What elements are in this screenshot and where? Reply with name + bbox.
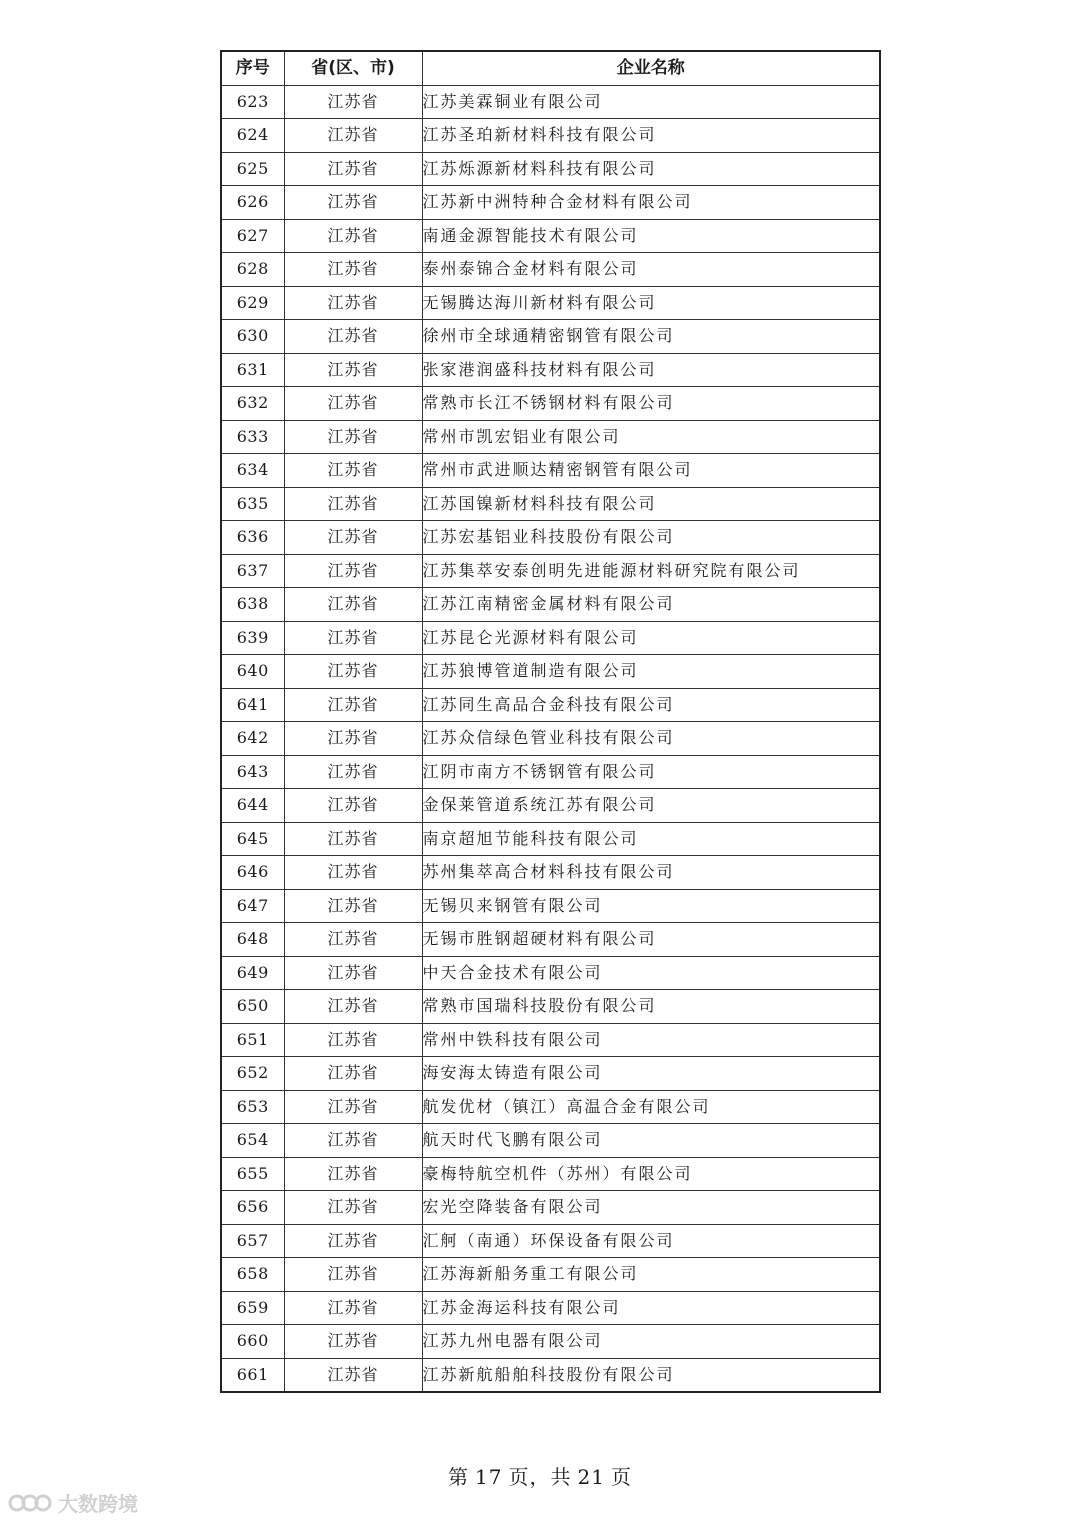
table-row	[221, 856, 880, 890]
table-row	[221, 1057, 880, 1091]
header-serial: 序号	[221, 51, 284, 85]
footer-prefix: 第	[448, 1465, 470, 1489]
row-serial: 652	[221, 1057, 284, 1091]
row-serial: 633	[221, 420, 284, 454]
row-serial: 657	[221, 1224, 284, 1258]
row-serial: 629	[221, 286, 284, 320]
row-company-name: 江苏狼博管道制造有限公司	[422, 655, 880, 689]
row-company-name: 江苏国镍新材料科技有限公司	[422, 487, 880, 521]
row-province: 江苏省	[284, 1291, 422, 1325]
row-company-name: 常州中铁科技有限公司	[422, 1023, 880, 1057]
watermark-logo-icon	[8, 1490, 52, 1516]
table-row	[221, 621, 880, 655]
row-company-name: 中天合金技术有限公司	[422, 956, 880, 990]
row-serial: 655	[221, 1157, 284, 1191]
row-company-name: 江苏金海运科技有限公司	[422, 1291, 880, 1325]
row-company-name: 江苏海新船务重工有限公司	[422, 1258, 880, 1292]
table-row	[221, 1090, 880, 1124]
header-company-name: 企业名称	[422, 51, 880, 85]
table-row	[221, 722, 880, 756]
row-serial: 641	[221, 688, 284, 722]
row-company-name: 常州市凯宏铝业有限公司	[422, 420, 880, 454]
row-company-name: 常熟市国瑞科技股份有限公司	[422, 990, 880, 1024]
row-serial: 632	[221, 387, 284, 421]
table-row	[221, 990, 880, 1024]
row-province: 江苏省	[284, 1191, 422, 1225]
row-company-name: 江苏众信绿色管业科技有限公司	[422, 722, 880, 756]
row-serial: 638	[221, 588, 284, 622]
row-province: 江苏省	[284, 320, 422, 354]
header-province: 省(区、市)	[284, 51, 422, 85]
row-company-name: 航天时代飞鹏有限公司	[422, 1124, 880, 1158]
table-row	[221, 956, 880, 990]
row-province: 江苏省	[284, 353, 422, 387]
row-province: 江苏省	[284, 454, 422, 488]
watermark	[8, 1488, 138, 1517]
row-province: 江苏省	[284, 286, 422, 320]
table-row	[221, 655, 880, 689]
row-province: 江苏省	[284, 688, 422, 722]
row-serial: 631	[221, 353, 284, 387]
row-province: 江苏省	[284, 1057, 422, 1091]
row-company-name: 苏州集萃高合材料科技有限公司	[422, 856, 880, 890]
row-company-name: 江苏新中洲特种合金材料有限公司	[422, 186, 880, 220]
table-row	[221, 755, 880, 789]
row-company-name: 江苏新航船舶科技股份有限公司	[422, 1358, 880, 1392]
row-province: 江苏省	[284, 789, 422, 823]
row-province: 江苏省	[284, 1124, 422, 1158]
row-province: 江苏省	[284, 420, 422, 454]
row-province: 江苏省	[284, 1157, 422, 1191]
table-row	[221, 1157, 880, 1191]
row-serial: 650	[221, 990, 284, 1024]
row-serial: 644	[221, 789, 284, 823]
row-province: 江苏省	[284, 1325, 422, 1359]
table-body	[221, 85, 880, 1392]
table-row	[221, 219, 880, 253]
row-serial: 628	[221, 253, 284, 287]
row-province: 江苏省	[284, 655, 422, 689]
row-province: 江苏省	[284, 387, 422, 421]
table-row	[221, 286, 880, 320]
row-company-name: 江苏集萃安泰创明先进能源材料研究院有限公司	[422, 554, 880, 588]
enterprise-table	[220, 50, 881, 1393]
row-province: 江苏省	[284, 621, 422, 655]
row-company-name: 江阴市南方不锈钢管有限公司	[422, 755, 880, 789]
row-serial: 645	[221, 822, 284, 856]
row-serial: 630	[221, 320, 284, 354]
row-province: 江苏省	[284, 554, 422, 588]
row-company-name: 宏光空降装备有限公司	[422, 1191, 880, 1225]
row-serial: 634	[221, 454, 284, 488]
row-serial: 647	[221, 889, 284, 923]
table-row	[221, 387, 880, 421]
row-serial: 643	[221, 755, 284, 789]
page-footer	[0, 1461, 1080, 1490]
row-company-name: 南通金源智能技术有限公司	[422, 219, 880, 253]
row-company-name: 江苏宏基铝业科技股份有限公司	[422, 521, 880, 555]
row-serial: 653	[221, 1090, 284, 1124]
table-row	[221, 1023, 880, 1057]
table-row	[221, 420, 880, 454]
row-company-name: 常熟市长江不锈钢材料有限公司	[422, 387, 880, 421]
row-company-name: 徐州市全球通精密钢管有限公司	[422, 320, 880, 354]
row-province: 江苏省	[284, 755, 422, 789]
row-serial: 651	[221, 1023, 284, 1057]
row-company-name: 江苏昆仑光源材料有限公司	[422, 621, 880, 655]
row-company-name: 江苏烁源新材料科技有限公司	[422, 152, 880, 186]
row-company-name: 无锡市胜钢超硬材料有限公司	[422, 923, 880, 957]
row-province: 江苏省	[284, 487, 422, 521]
table-row	[221, 1124, 880, 1158]
row-serial: 659	[221, 1291, 284, 1325]
row-serial: 642	[221, 722, 284, 756]
row-province: 江苏省	[284, 1023, 422, 1057]
table-row	[221, 119, 880, 153]
row-province: 江苏省	[284, 588, 422, 622]
table-row	[221, 186, 880, 220]
row-serial: 656	[221, 1191, 284, 1225]
watermark-text: 大数跨境	[58, 1492, 138, 1516]
row-province: 江苏省	[284, 152, 422, 186]
row-company-name: 豪梅特航空机件（苏州）有限公司	[422, 1157, 880, 1191]
row-province: 江苏省	[284, 253, 422, 287]
table-row	[221, 1291, 880, 1325]
row-province: 江苏省	[284, 990, 422, 1024]
row-province: 江苏省	[284, 119, 422, 153]
row-province: 江苏省	[284, 1224, 422, 1258]
row-province: 江苏省	[284, 1258, 422, 1292]
row-province: 江苏省	[284, 822, 422, 856]
footer-total-pages: 21	[577, 1465, 605, 1489]
row-serial: 640	[221, 655, 284, 689]
row-company-name: 航发优材（镇江）高温合金有限公司	[422, 1090, 880, 1124]
footer-page-number: 17	[475, 1465, 503, 1489]
row-company-name: 无锡贝来钢管有限公司	[422, 889, 880, 923]
row-serial: 635	[221, 487, 284, 521]
row-province: 江苏省	[284, 1358, 422, 1392]
footer-suffix: 页	[610, 1465, 632, 1489]
row-province: 江苏省	[284, 219, 422, 253]
table-row	[221, 889, 880, 923]
row-serial: 658	[221, 1258, 284, 1292]
table-row	[221, 253, 880, 287]
table-row	[221, 1224, 880, 1258]
table-row	[221, 789, 880, 823]
row-serial: 660	[221, 1325, 284, 1359]
row-province: 江苏省	[284, 722, 422, 756]
table-row	[221, 353, 880, 387]
row-company-name: 无锡腾达海川新材料有限公司	[422, 286, 880, 320]
row-province: 江苏省	[284, 521, 422, 555]
table-row	[221, 152, 880, 186]
row-company-name: 汇舸（南通）环保设备有限公司	[422, 1224, 880, 1258]
row-serial: 654	[221, 1124, 284, 1158]
row-serial: 636	[221, 521, 284, 555]
footer-middle: 页，共	[508, 1465, 572, 1489]
table-row	[221, 1258, 880, 1292]
table-row	[221, 320, 880, 354]
row-serial: 639	[221, 621, 284, 655]
row-province: 江苏省	[284, 856, 422, 890]
row-company-name: 江苏江南精密金属材料有限公司	[422, 588, 880, 622]
row-company-name: 南京超旭节能科技有限公司	[422, 822, 880, 856]
row-province: 江苏省	[284, 889, 422, 923]
table-row	[221, 822, 880, 856]
row-serial: 625	[221, 152, 284, 186]
row-company-name: 张家港润盛科技材料有限公司	[422, 353, 880, 387]
row-province: 江苏省	[284, 186, 422, 220]
row-province: 江苏省	[284, 923, 422, 957]
row-company-name: 江苏圣珀新材料科技有限公司	[422, 119, 880, 153]
row-serial: 626	[221, 186, 284, 220]
row-serial: 661	[221, 1358, 284, 1392]
row-serial: 624	[221, 119, 284, 153]
table-row	[221, 688, 880, 722]
table-row	[221, 554, 880, 588]
row-serial: 648	[221, 923, 284, 957]
row-province: 江苏省	[284, 85, 422, 119]
table-row	[221, 487, 880, 521]
table-row	[221, 923, 880, 957]
table-row	[221, 588, 880, 622]
row-company-name: 海安海太铸造有限公司	[422, 1057, 880, 1091]
table-header-row	[221, 51, 880, 85]
row-serial: 627	[221, 219, 284, 253]
row-serial: 649	[221, 956, 284, 990]
table-row	[221, 454, 880, 488]
row-company-name: 常州市武进顺达精密钢管有限公司	[422, 454, 880, 488]
row-serial: 646	[221, 856, 284, 890]
row-company-name: 金保莱管道系统江苏有限公司	[422, 789, 880, 823]
row-company-name: 江苏九州电器有限公司	[422, 1325, 880, 1359]
row-company-name: 江苏同生高品合金科技有限公司	[422, 688, 880, 722]
table-row	[221, 85, 880, 119]
table-row	[221, 1325, 880, 1359]
row-serial: 637	[221, 554, 284, 588]
row-province: 江苏省	[284, 1090, 422, 1124]
row-province: 江苏省	[284, 956, 422, 990]
row-serial: 623	[221, 85, 284, 119]
row-company-name: 泰州泰锦合金材料有限公司	[422, 253, 880, 287]
table-row	[221, 1191, 880, 1225]
table-row	[221, 1358, 880, 1392]
row-company-name: 江苏美霖铜业有限公司	[422, 85, 880, 119]
table-row	[221, 521, 880, 555]
